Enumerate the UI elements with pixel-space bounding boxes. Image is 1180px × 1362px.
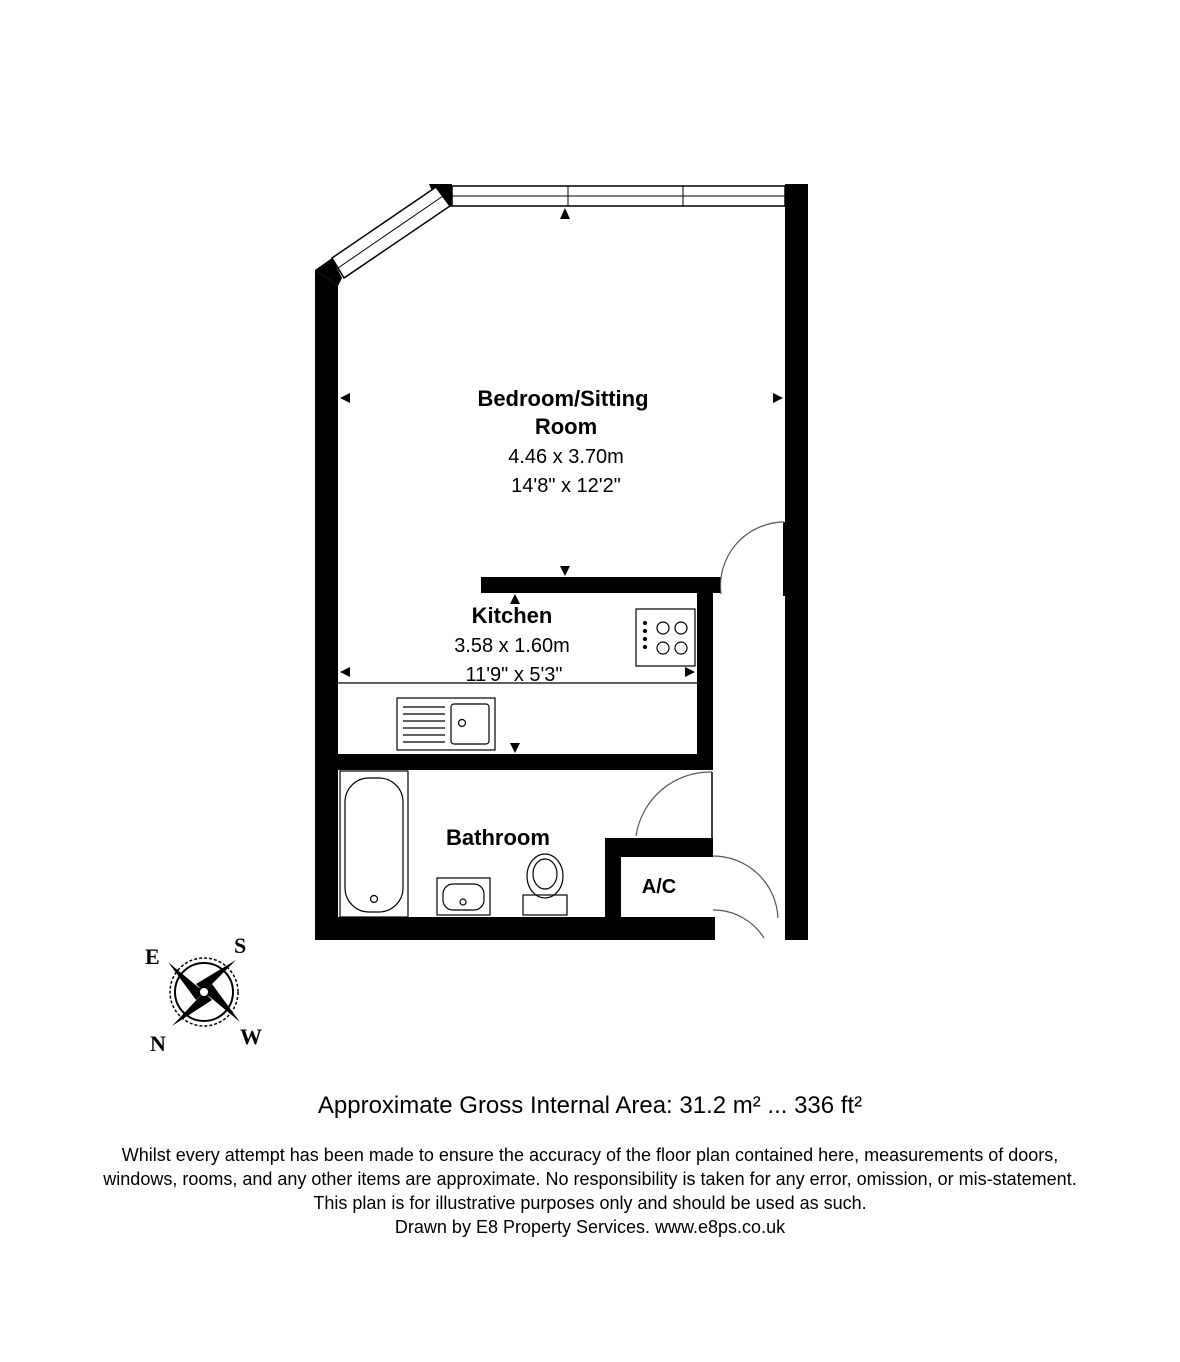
kitchen-sink — [397, 698, 495, 750]
disclaimer — [30, 1143, 1150, 1239]
bottom-wall — [315, 917, 715, 940]
kitchen-top-wall — [481, 577, 721, 593]
disclaimer-line-3: This plan is for illustrative purposes only and should be used as such. — [313, 1193, 867, 1213]
bathtub — [340, 771, 408, 917]
kitchen-right-wall — [697, 593, 713, 770]
bedroom-dimensions-imperial: 14'8" x 12'2" — [511, 475, 621, 497]
disclaimer-line-4: Drawn by E8 Property Services. www.e8ps.co.uk — [394, 1217, 786, 1237]
right-wall — [785, 184, 808, 940]
gross-internal-area: Approximate Gross Internal Area: 31.2 m² ... 336 ft² — [317, 1092, 863, 1119]
bedroom-arrow-left — [340, 393, 350, 403]
diagonal-window — [332, 187, 450, 278]
hob — [636, 609, 695, 666]
bedroom-name-line1: Bedroom/Sitting — [477, 386, 649, 411]
ac-top-wall — [605, 838, 713, 857]
walls — [315, 184, 808, 940]
kitchen-dimensions-imperial: 11'9" x 5'3" — [465, 664, 563, 686]
bathroom-name: Bathroom — [446, 825, 550, 850]
compass-east: E — [145, 944, 160, 969]
bedroom-arrow-top — [560, 208, 570, 219]
bathroom-door-swing — [636, 772, 712, 836]
compass-rose — [145, 933, 262, 1056]
cupboard-name: A/C — [641, 876, 677, 898]
disclaimer-line-2: windows, rooms, and any other items are approximate. No responsibility is taken for any error, omission, or mis-statement. — [103, 1169, 1077, 1189]
bedroom-dimensions-metric: 4.46 x 3.70m — [508, 446, 624, 468]
ac-door-swing-bottom — [713, 910, 764, 938]
disclaimer-line-1: Whilst every attempt has been made to ensure the accuracy of the floor plan contained here, measurements of doors, — [121, 1145, 1059, 1165]
kitchen-arrow-bottom — [510, 743, 520, 753]
bedroom-arrow-right — [773, 393, 783, 403]
compass-west: W — [240, 1024, 262, 1049]
compass-south: S — [234, 933, 247, 958]
kitchen-name: Kitchen — [471, 603, 553, 628]
kitchen-arrow-left — [340, 667, 350, 677]
kitchen-arrow-right — [685, 667, 695, 677]
left-wall — [315, 270, 338, 940]
bedroom-arrow-bottom — [560, 566, 570, 576]
kitchen-bathroom-wall — [338, 754, 713, 770]
ac-left-wall — [605, 838, 621, 918]
compass-center — [199, 987, 209, 997]
ac-door-swing-top — [713, 856, 778, 918]
kitchen-dimensions-metric: 3.58 x 1.60m — [454, 635, 570, 657]
washbasin — [437, 878, 490, 915]
bedroom-name-line2: Room — [534, 414, 598, 439]
windows — [332, 186, 785, 278]
entrance-door-swing — [720, 522, 784, 594]
toilet — [523, 854, 567, 915]
compass-north: N — [150, 1031, 166, 1056]
